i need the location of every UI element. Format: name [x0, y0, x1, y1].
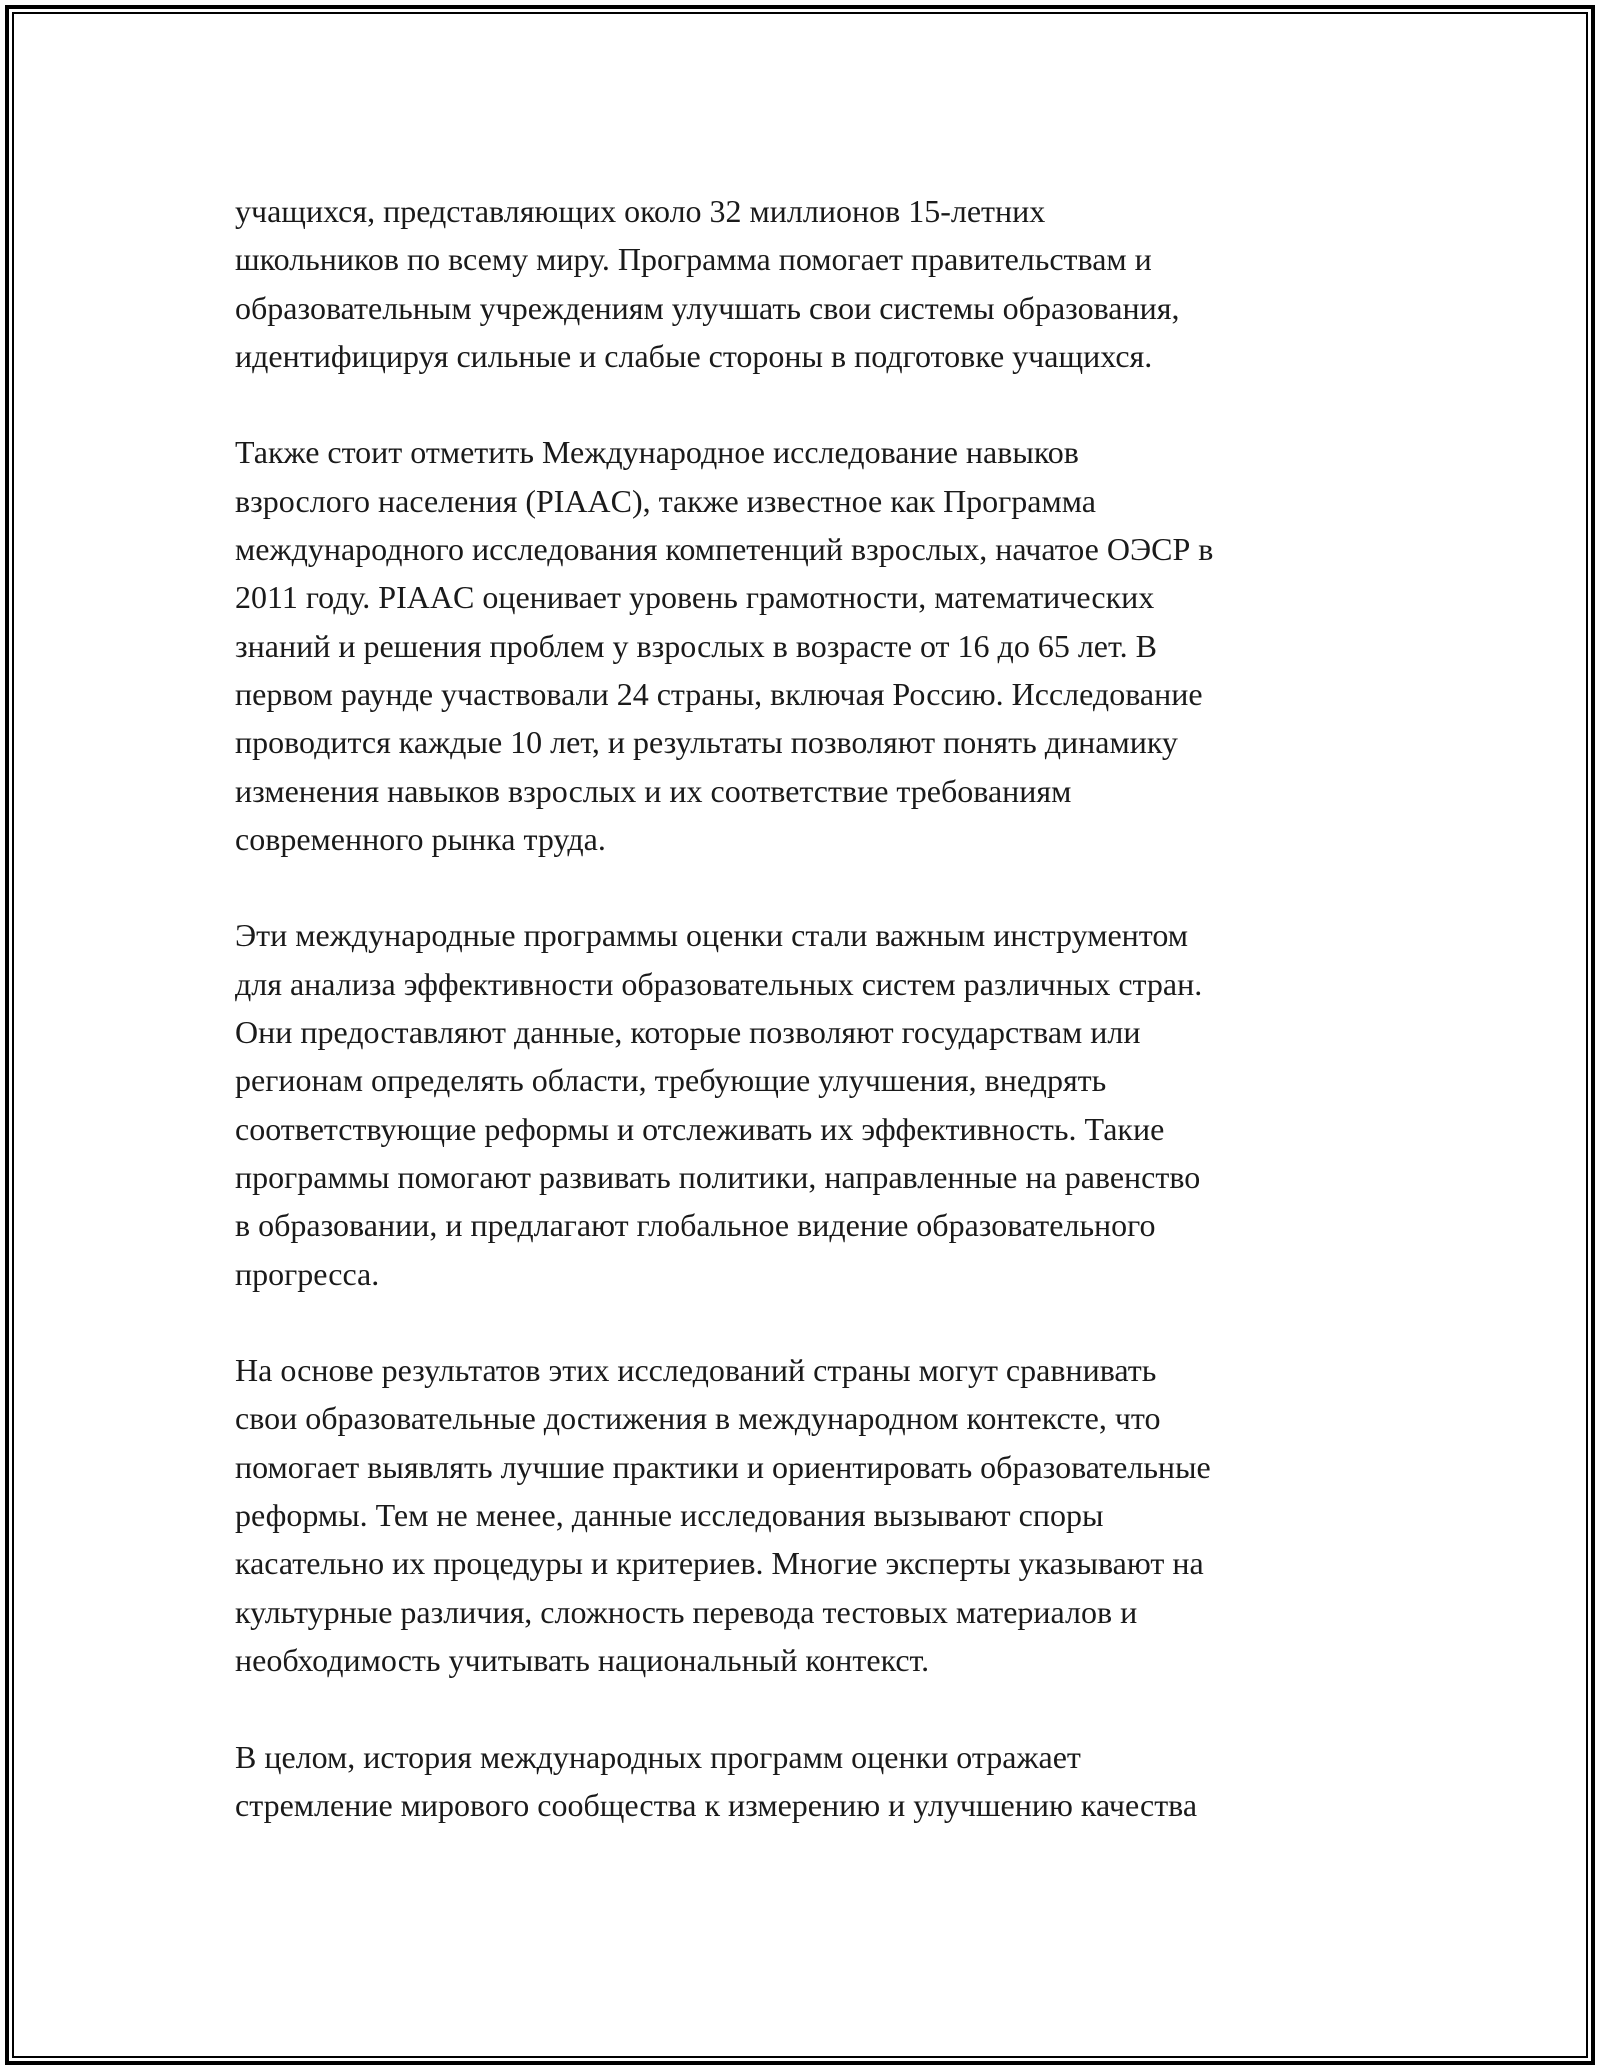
paragraph-students: учащихся, представляющих около 32 миллионов 15-летних школьников по всему миру. Программа помогает правительствам и образовательным учреждениям улучшать свои системы образования, идентифицируя сильные и слабые стороны в подготовке учащихся. [235, 193, 1180, 374]
paragraph-piaac: Также стоит отметить Международное исследование навыков взрослого населения (PIAAC), также известное как Программа международного исследования компетенций взрослых, начатое ОЭСР в 2011 году. PIAAC оценивает уровень грамотности, математических знаний и решения проблем у взрослых в возрасте от 16 до 65 лет. В первом раунде участвовали 24 страны, включая Россию. Исследование проводится каждые 10 лет, и результаты позволяют понять динамику изменения навыков взрослых и их соответствие требованиям современного рынка труда. [235, 434, 1214, 857]
paragraph-assessment-tools: Эти международные программы оценки стали важным инструментом для анализа эффективности образовательных систем различных стран. Они предоставляют данные, которые позволяют государствам или регионам определять области, требующие улучшения, внедрять соответствующие реформы и отслеживать их эффективность. Такие программы помогают развивать политики, направленные на равенство в образовании, и предлагают глобальное видение образовательного прогресса. [235, 917, 1203, 1292]
paragraph-comparison: На основе результатов этих исследований страны могут сравнивать свои образовательные достижения в международном контексте, что помогает выявлять лучшие практики и ориентировать образовательные реформы. Тем не менее, данные исследования вызывают споры касательно их процедуры и критериев. Многие эксперты указывают на культурные различия, сложность перевода тестовых материалов и необходимость учитывать национальный контекст. [235, 1352, 1211, 1678]
paragraph-conclusion: В целом, история международных программ оценки отражает стремление мирового сообщества к измерению и улучшению качества [235, 1738, 1198, 1823]
document-body [235, 187, 1390, 1829]
